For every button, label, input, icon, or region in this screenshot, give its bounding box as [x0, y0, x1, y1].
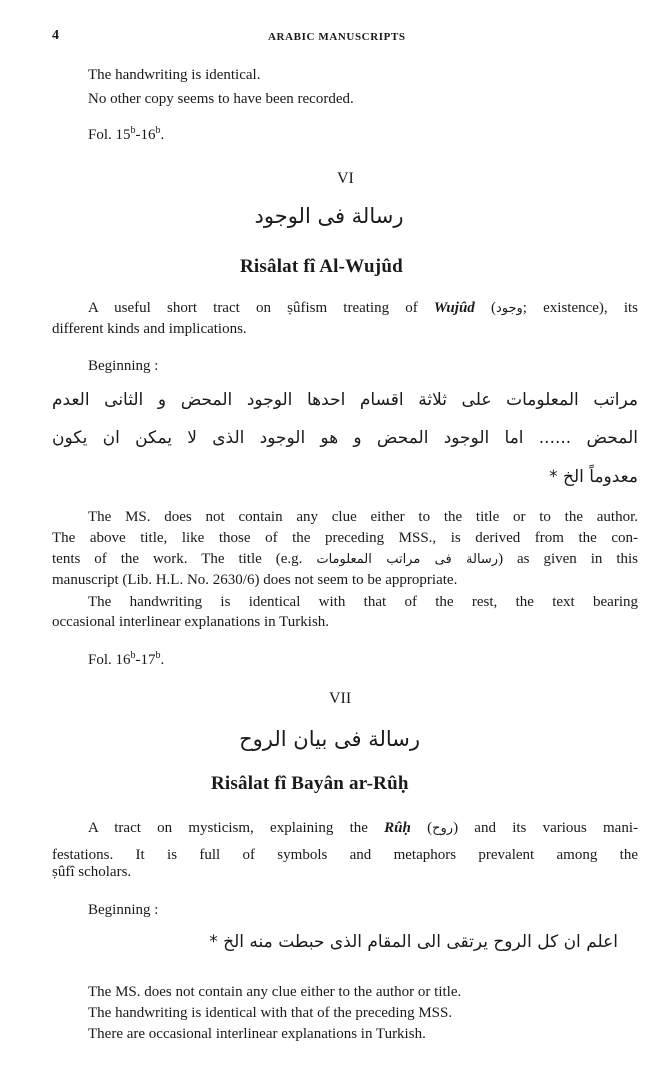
intro-line-1: The handwriting is identical. [88, 67, 261, 83]
running-title: ARABIC MANUSCRIPTS [268, 31, 406, 43]
section-vii-note-line-3: There are occasional interlinear explanations in Turkish. [88, 1026, 426, 1042]
page-number: 4 [52, 28, 59, 43]
section-vi-arabic-line-1: مراتب المعلومات على ثلاثة اقسام احدها الوجود المحض و الثانى العدم [52, 390, 638, 410]
section-vii-description-line-1: A tract on mysticism, explaining the Rûḥ (روح) and its various mani- [88, 820, 638, 836]
section-vi-beginning-label: Beginning : [88, 358, 159, 374]
section-vi-description-line-2: different kinds and implications. [52, 321, 247, 337]
section-vii-note-line-1: The MS. does not contain any clue either to the author or title. [88, 984, 462, 1000]
section-vi-arabic-line-3: معدوماً الخ * [549, 467, 638, 487]
section-vii-title: Risâlat fî Bayân ar-Rûḥ [211, 773, 409, 794]
section-numeral-vii: VII [329, 690, 352, 707]
section-numeral-vi: VI [337, 170, 354, 187]
section-vi-note-line-1: The MS. does not contain any clue either to the title or to the author. [88, 509, 638, 525]
folio-reference-1: Fol. 15$^b$-16$^b$. [88, 125, 165, 143]
section-vii-note-line-2: The handwriting is identical with that of the preceding MSS. [88, 1005, 453, 1021]
section-vi-title: Risâlat fî Al-Wujûd [240, 256, 403, 277]
intro-line-2: No other copy seems to have been recorded. [88, 91, 354, 107]
folio-reference-2: Fol. 16$^b$-17$^b$. [88, 650, 165, 668]
section-vi-note-line-5: The handwriting is identical with that of the rest, the text bearing [88, 594, 638, 610]
section-vii-description-line-2: festations. It is full of symbols and metaphors prevalent among the [52, 847, 638, 863]
section-vii-beginning-label: Beginning : [88, 902, 159, 918]
section-vi-description-line-1: A useful short tract on ṣûfism treating of Wujûd (وجود; existence), its [88, 300, 639, 316]
section-vii-arabic-title: رسالة فى بيان الروح [239, 727, 420, 751]
section-vii-arabic-line: اعلم ان كل الروح يرتقى الى المقام الذى حبطت منه الخ * [209, 932, 618, 952]
section-vii-description-line-3: ṣûfî scholars. [52, 864, 132, 880]
section-vi-note-line-4: manuscript (Lib. H.L. No. 2630/6) does not seem to be appropriate. [52, 572, 458, 588]
section-vi-note-line-2: The above title, like those of the preceding MSS., is derived from the con- [52, 530, 638, 546]
section-vi-note-line-6: occasional interlinear explanations in Turkish. [52, 614, 330, 630]
section-vi-arabic-title: رسالة فى الوجود [254, 204, 404, 228]
section-vi-note-line-3: tents of the work. The title (e.g. رسالة فى مراتب المعلومات) as given in this [52, 551, 638, 567]
section-vi-arabic-line-2: المحض ...... اما الوجود المحض و هو الوجود الذى لا يمكن ان يكون [52, 428, 638, 448]
